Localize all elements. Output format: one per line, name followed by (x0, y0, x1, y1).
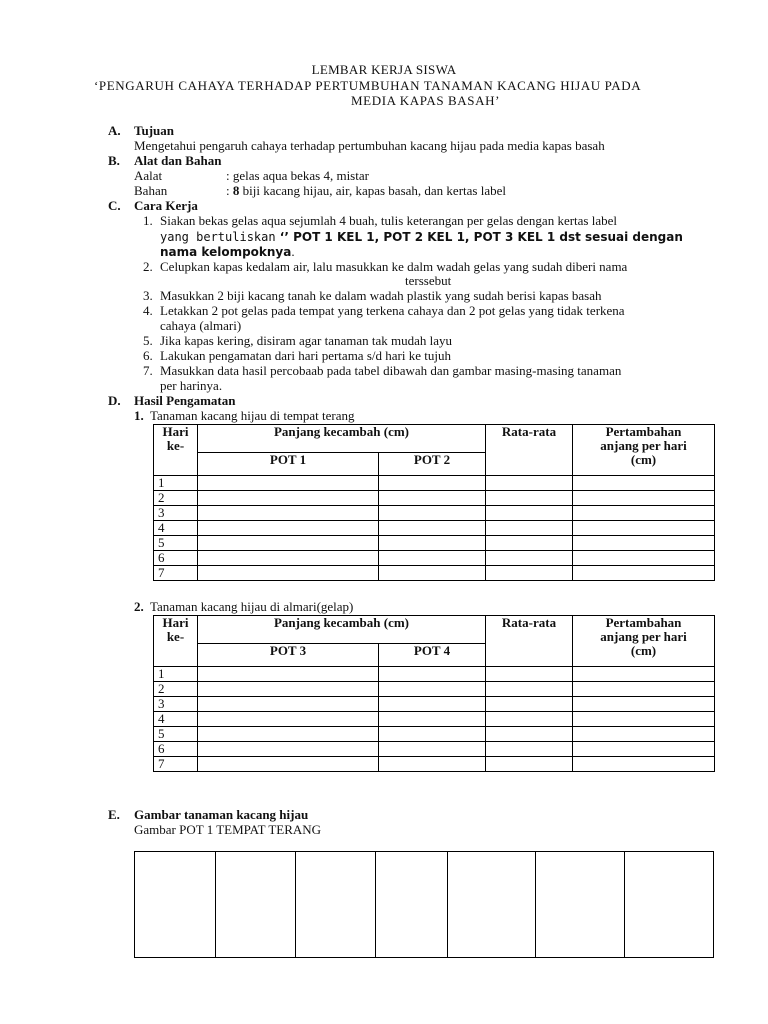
col-rata: Rata-rata (486, 616, 573, 667)
step-text: Masukkan 2 biji kacang tanah ke dalam wadah plastik yang sudah berisi kapas basah (160, 288, 602, 303)
table-row: 3 (154, 506, 715, 521)
table2-caption: Tanaman kacang hijau di almari(gelap) (150, 599, 354, 614)
table2-number: 2. (134, 599, 144, 614)
step-text: Celupkan kapas kedalam air, lalu masukkan ke dalm wadah gelas yang sudah diberi nama (160, 259, 628, 274)
table-row: 2 (154, 491, 715, 506)
alat-value: : gelas aqua bekas 4, mistar (226, 168, 369, 183)
section-e-letter: E. (108, 807, 120, 822)
step-number: 4. (143, 303, 153, 318)
drawing-cell[interactable] (215, 852, 295, 958)
worksheet-title: LEMBAR KERJA SISWA (311, 62, 457, 77)
col-panjang: Panjang kecambah (cm) (198, 425, 486, 453)
step-text: terssebut (405, 273, 452, 288)
col-panjang: Panjang kecambah (cm) (198, 616, 486, 644)
table-row: 3 (154, 697, 715, 712)
step-number: 1. (143, 213, 153, 228)
section-e-title: Gambar tanaman kacang hijau (134, 807, 309, 822)
table-row: 5 (154, 727, 715, 742)
section-a-text: Mengetahui pengaruh cahaya terhadap pertumbuhan kacang hijau pada media kapas basah (134, 138, 605, 153)
step-number: 6. (143, 348, 153, 363)
section-b-letter: B. (108, 153, 120, 168)
bahan-label: Bahan (134, 183, 168, 198)
table-row: 6 (154, 742, 715, 757)
observation-table-2 (153, 615, 715, 772)
col-pot-4: POT 4 (379, 644, 486, 667)
bahan-value: : 8 biji kacang hijau, air, kapas basah, dan kertas label (226, 183, 506, 198)
table-row: 1 (154, 476, 715, 491)
drawing-cell[interactable] (536, 852, 625, 958)
table-row: 4 (154, 521, 715, 536)
table-row: 7 (154, 757, 715, 772)
col-pertambahan: Pertambahan anjang per hari (cm) (573, 616, 715, 667)
col-pot-2: POT 2 (379, 453, 486, 476)
step-text: Siakan bekas gelas aqua sejumlah 4 buah, tulis keterangan per gelas dengan kertas label (160, 213, 618, 228)
table-row: 1 (154, 667, 715, 682)
step-text: Masukkan data hasil percobaab pada tabel dibawah dan gambar masing-masing tanaman (160, 363, 622, 378)
table-row: 2 (154, 682, 715, 697)
section-c-title: Cara Kerja (134, 198, 198, 213)
table1-caption: Tanaman kacang hijau di tempat terang (150, 408, 355, 423)
step-text: cahaya (almari) (160, 318, 242, 333)
section-a-letter: A. (108, 123, 121, 138)
col-pot-1: POT 1 (198, 453, 379, 476)
table-row: 5 (154, 536, 715, 551)
section-d-title: Hasil Pengamatan (134, 393, 236, 408)
drawing-cell[interactable] (448, 852, 536, 958)
step-text: Letakkan 2 pot gelas pada tempat yang terkena cahaya dan 2 pot gelas yang tidak terkena (160, 303, 625, 318)
step-number: 7. (143, 363, 153, 378)
section-b-title: Alat dan Bahan (134, 153, 222, 168)
drawing-cell[interactable] (625, 852, 714, 958)
section-c-letter: C. (108, 198, 121, 213)
section-a-title: Tujuan (134, 123, 174, 138)
observation-table-1 (153, 424, 715, 581)
section-d-letter: D. (108, 393, 121, 408)
table-row: 7 (154, 566, 715, 581)
step-text: Lakukan pengamatan dari hari pertama s/d hari ke tujuh (160, 348, 451, 363)
step-text: Jika kapas kering, disiram agar tanaman tak mudah layu (160, 333, 453, 348)
step-number: 3. (143, 288, 153, 303)
col-pot-3: POT 3 (198, 644, 379, 667)
table-row: 6 (154, 551, 715, 566)
worksheet-subtitle-line2: MEDIA KAPAS BASAH’ (351, 93, 501, 108)
table-row: 4 (154, 712, 715, 727)
col-hari: Hari ke- (154, 616, 198, 667)
col-rata: Rata-rata (486, 425, 573, 476)
step-text: nama kelompoknya. (160, 244, 295, 259)
step-number: 5. (143, 333, 153, 348)
step-text: per harinya. (160, 378, 223, 393)
worksheet-subtitle-line1: ‘PENGARUH CAHAYA TERHADAP PERTUMBUHAN TANAMAN KACANG HIJAU PADA (94, 78, 642, 93)
col-pertambahan: Pertambahan anjang per hari (cm) (573, 425, 715, 476)
section-e-caption: Gambar POT 1 TEMPAT TERANG (134, 822, 322, 837)
drawing-grid (134, 851, 714, 958)
col-hari: Hari ke- (154, 425, 198, 476)
alat-label: Aalat (134, 168, 163, 183)
table1-number: 1. (134, 408, 144, 423)
drawing-cell[interactable] (295, 852, 375, 958)
step-number: 2. (143, 259, 153, 274)
drawing-cell[interactable] (375, 852, 448, 958)
step-text: yang bertuliskan ‘’ POT 1 KEL 1, POT 2 KEL 1, POT 3 KEL 1 dst sesuai dengan (160, 230, 683, 244)
drawing-cell[interactable] (135, 852, 216, 958)
